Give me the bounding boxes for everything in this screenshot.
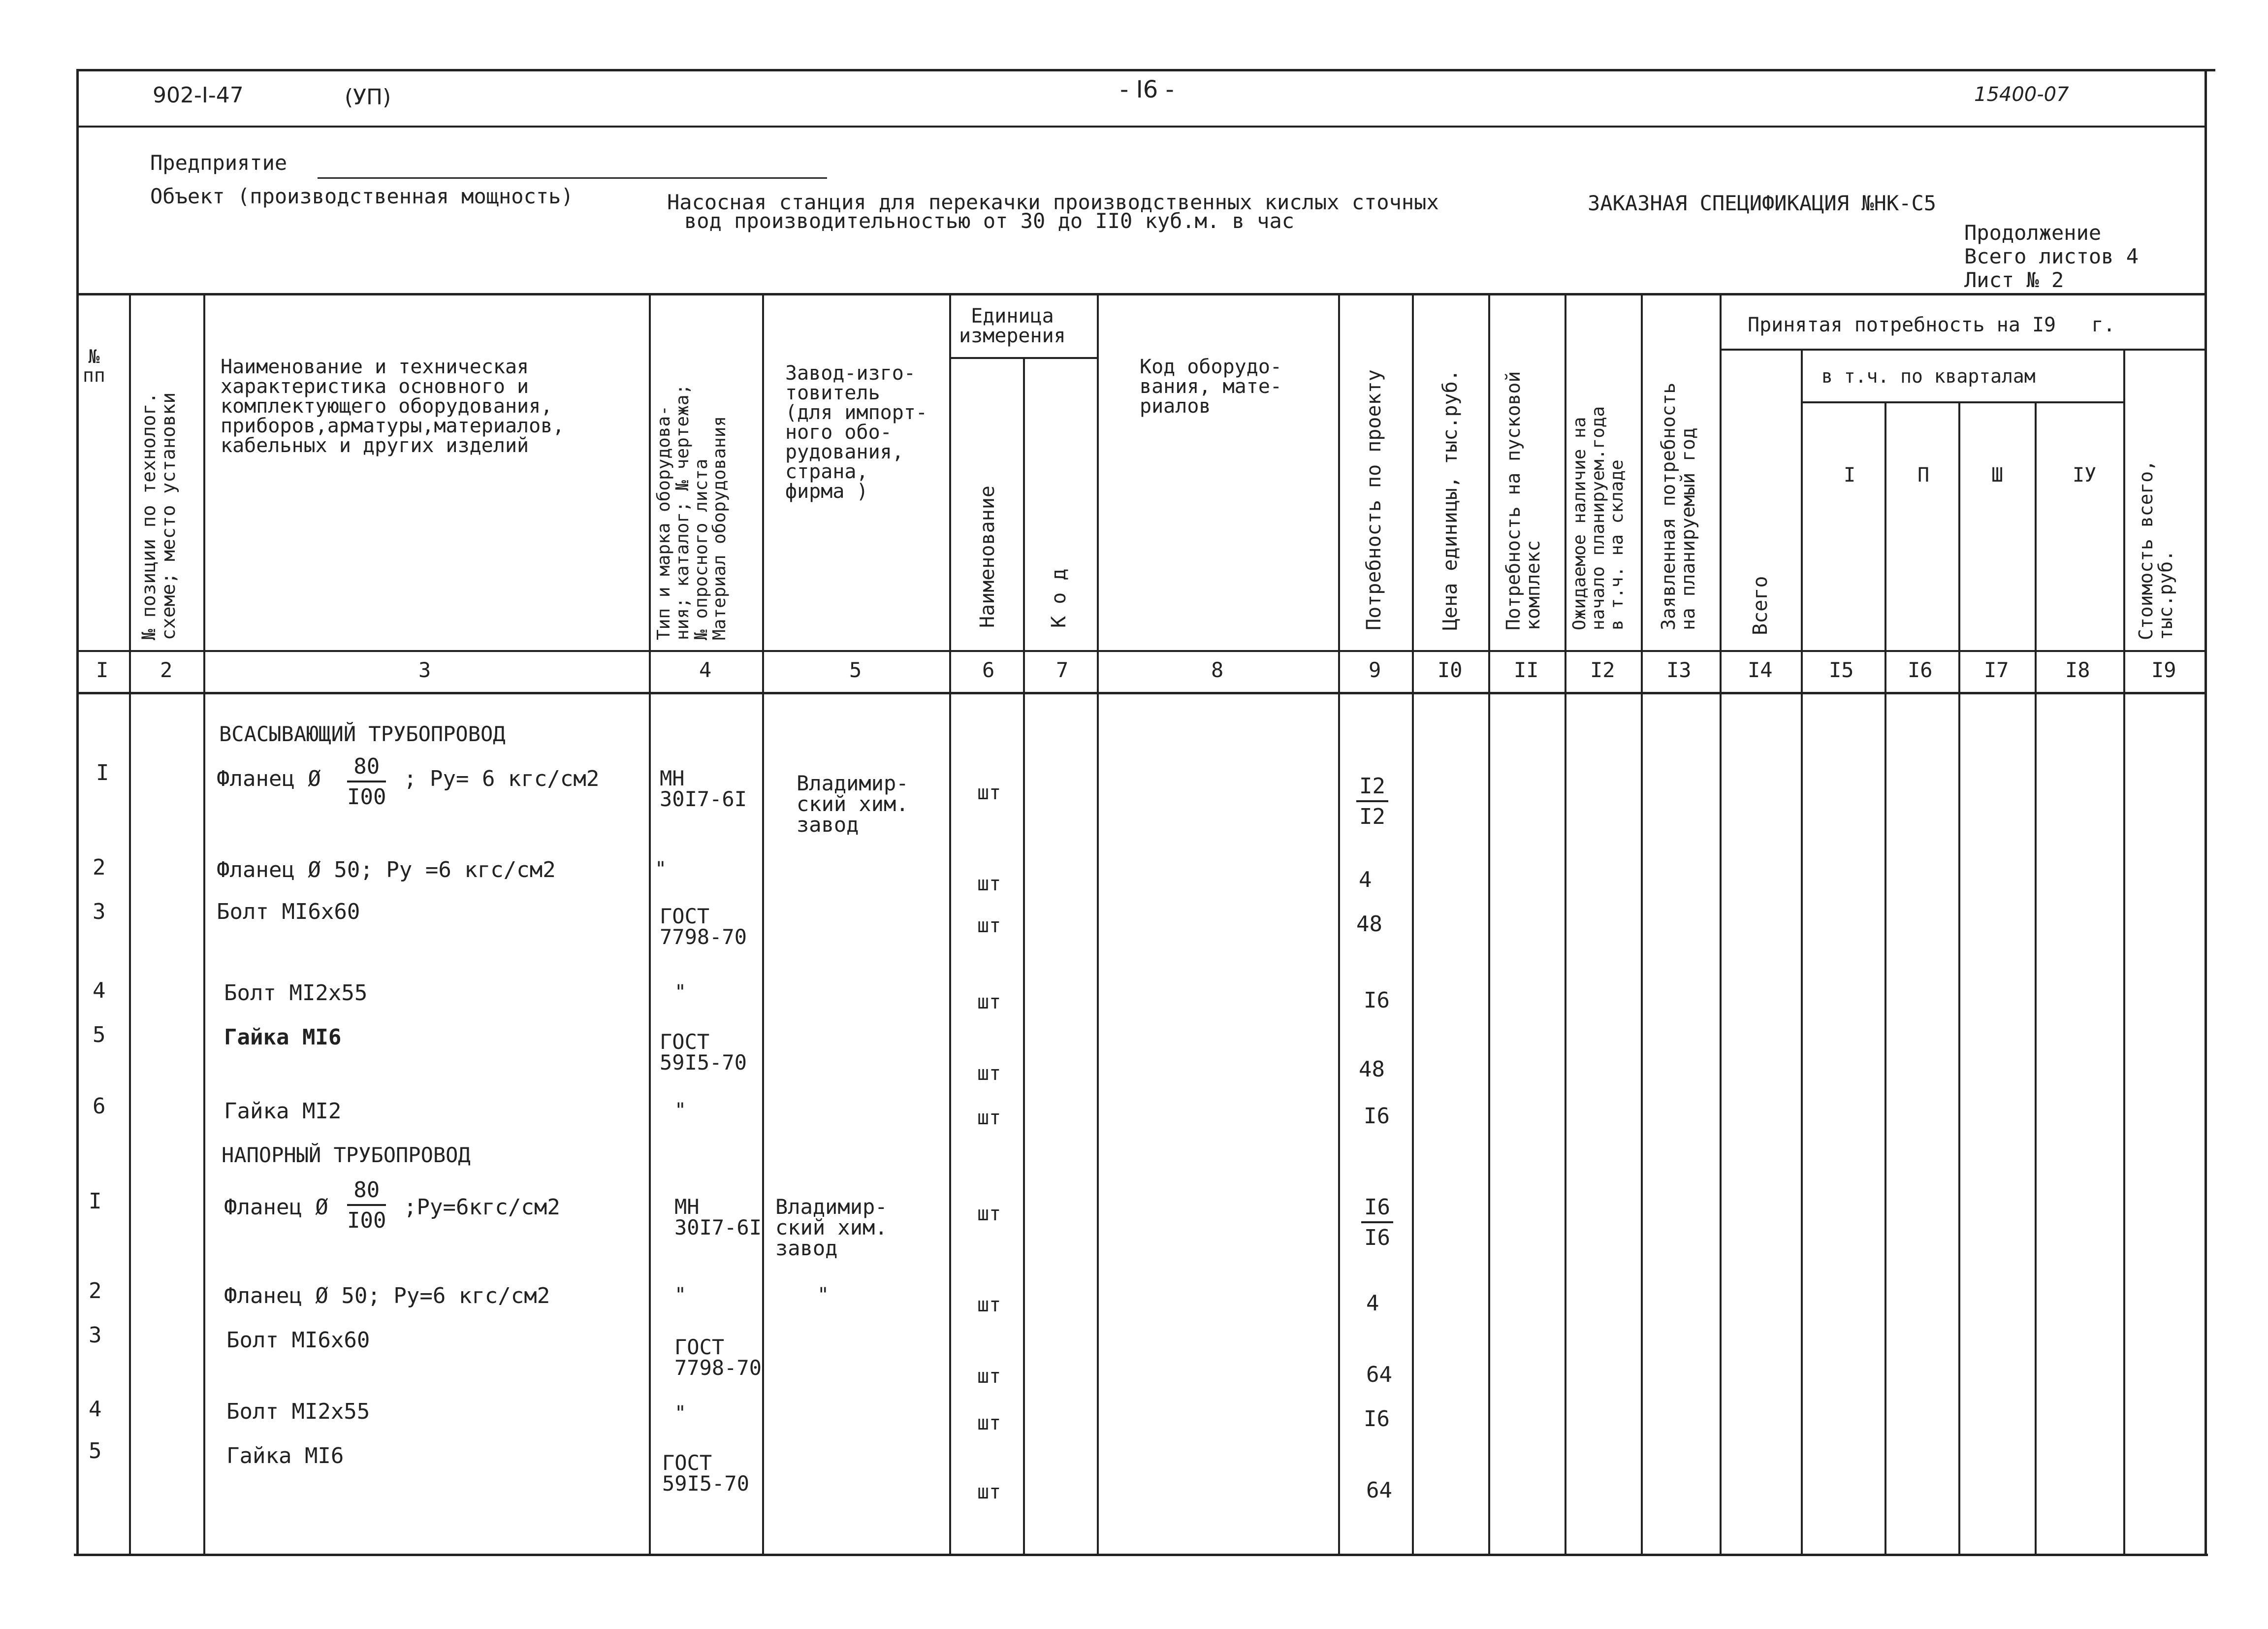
col-header-19: Стоимость всего, тыс.руб.: [2135, 459, 2176, 640]
column-number: 6: [982, 658, 995, 682]
need: I6: [1364, 1406, 1390, 1432]
quarter-2-header: П: [1917, 464, 1930, 487]
item-name: Гайка МI2: [224, 1099, 342, 1124]
item-name: Фланец Ø 50; Ру =6 кгс/см2: [217, 857, 556, 882]
unit: шт: [977, 991, 1001, 1013]
item-type: ": [655, 858, 667, 880]
column-number: I9: [2151, 658, 2176, 682]
need: 48: [1359, 1057, 1385, 1082]
col-header-7: К о д: [1048, 568, 1070, 628]
item-name: Фланец Ø: [224, 1195, 328, 1220]
row-number: 2: [93, 855, 106, 880]
item-type: ": [674, 1099, 687, 1122]
item-type: ": [674, 1402, 687, 1425]
row-number: I: [96, 760, 109, 785]
item-name: Фланец Ø 50; Ру=6 кгс/см2: [224, 1283, 550, 1308]
item-name: Болт МI6х60: [217, 899, 360, 924]
item-type: ГОСТ 59I5-70: [662, 1451, 750, 1496]
section-title-suction: ВСАСЫВАЮЩИЙ ТРУБОПРОВОД: [219, 722, 506, 746]
frame-bottom: [74, 1554, 2208, 1556]
object-text-line1: Насосная станция для перекачки производственных кислых сточных: [667, 190, 1439, 214]
item-maker: Владимир- ский хим. завод: [797, 771, 909, 837]
unit: шт: [977, 1203, 1001, 1225]
column-number: I0: [1437, 658, 1463, 682]
quarter-3-header: Ш: [1991, 464, 2004, 487]
row-number: 5: [93, 1022, 106, 1047]
item-type: МН 30I7-6I: [660, 766, 747, 811]
item-name: Гайка МI6: [224, 1025, 342, 1050]
item-name: Болт МI2х55: [226, 1399, 370, 1424]
unit: шт: [977, 1294, 1001, 1316]
column-number: I4: [1748, 658, 1773, 682]
item-type: ГОСТ 7798-70: [660, 904, 747, 949]
need: 4: [1359, 867, 1372, 892]
need: 48: [1356, 912, 1382, 937]
unit: шт: [977, 914, 1001, 937]
col-header-13: Заявленная потребность на планируемый год: [1658, 382, 1699, 630]
title-block-separator: [76, 293, 2207, 295]
quarters-group-header: в т.ч. по кварталам: [1821, 365, 2036, 387]
unit: шт: [977, 1481, 1001, 1503]
row-number: 5: [89, 1438, 102, 1464]
column-number: 7: [1056, 658, 1069, 682]
column-number: 9: [1369, 658, 1381, 682]
frame-left: [76, 69, 79, 1556]
item-type: ": [674, 981, 687, 1004]
total-sheets: Всего листов 4: [1964, 244, 2139, 268]
item-type: МН 30I7-6I: [674, 1195, 762, 1239]
object-label: Объект (производственная мощность): [150, 184, 574, 208]
need: 64: [1366, 1478, 1392, 1503]
column-number: I: [96, 658, 109, 682]
enterprise-label: Предприятие: [150, 151, 287, 175]
item-name: Гайка МI6: [226, 1443, 344, 1468]
col-header-14: Всего: [1749, 576, 1772, 635]
unit: шт: [977, 782, 1001, 804]
row-number: 3: [89, 1323, 102, 1348]
quarter-4-header: IУ: [2073, 464, 2097, 487]
unit: шт: [977, 1107, 1001, 1129]
item-name: Фланец Ø: [217, 766, 321, 791]
table-header-bottom: [76, 650, 2207, 652]
need: I6: [1364, 1104, 1390, 1129]
column-number: 3: [418, 658, 431, 682]
ref-number: 15400-07: [1974, 83, 2069, 106]
column-number: 4: [699, 658, 712, 682]
col-header-5: Завод-изго- товитель (для импорт- ного обо- рудования, страна, фирма ): [785, 362, 927, 503]
need: I6: [1364, 988, 1390, 1013]
unit: шт: [977, 873, 1001, 895]
col-header-11: Потребность на пусковой комплекс: [1502, 371, 1544, 630]
col-header-2: № позиции по технолог. схеме; место установки: [138, 392, 179, 640]
col-header-10: Цена единицы, тыс.руб.: [1439, 369, 1462, 630]
need-fraction: $\frac{I6}{I6}$: [1361, 1197, 1393, 1249]
col-header-12: Ожидаемое наличие на начало планируем.года в т.ч. на складе: [1569, 406, 1627, 630]
column-number: I5: [1829, 658, 1854, 682]
column-number: I6: [1908, 658, 1933, 682]
col-header-3: Наименование и техническая характеристика основного и комплектующего оборудования, приборов,арматуры,материалов, кабельных и других изделий: [221, 356, 565, 457]
unit: шт: [977, 1365, 1001, 1388]
row-number: I: [89, 1189, 102, 1214]
column-number: 8: [1211, 658, 1224, 682]
frame-top: [76, 69, 2215, 71]
row-number: 6: [93, 1094, 106, 1119]
diameter-fraction: $\frac{80}{I00}$: [347, 1177, 386, 1233]
row-number: 4: [89, 1397, 102, 1422]
doc-code: 902-I-47: [153, 83, 244, 108]
col-header-1: № пп: [83, 346, 105, 386]
frame-right: [2204, 69, 2207, 1556]
item-name-suffix: ;Ру=6кгс/см2: [404, 1195, 560, 1220]
column-number: 5: [849, 658, 862, 682]
col-header-4: Тип и марка оборудова- ния; каталог; № чертежа; № опросного листа Материал оборудования: [654, 384, 730, 640]
need-fraction: $\frac{I2}{I2}$: [1356, 776, 1388, 828]
spec-title: ЗАКАЗНАЯ СПЕЦИФИКАЦИЯ №НК-С5: [1588, 191, 1937, 215]
item-type: ": [674, 1284, 687, 1306]
column-number-bottom: [76, 692, 2207, 694]
row-number: 4: [93, 978, 106, 1003]
item-name: Болт МI6х60: [226, 1328, 370, 1353]
item-name-suffix: ; Ру= 6 кгс/см2: [404, 766, 600, 791]
need: 4: [1366, 1291, 1379, 1316]
continuation: Продолжение: [1964, 221, 2102, 245]
unit: шт: [977, 1062, 1001, 1085]
item-maker: ": [817, 1284, 830, 1306]
header-separator: [76, 126, 2207, 128]
sheet-number: Лист № 2: [1964, 268, 2064, 292]
quarter-1-header: I: [1844, 464, 1856, 487]
object-text-line2: вод производительностью от 30 до II0 куб.м. в час: [684, 209, 1295, 233]
item-type: ГОСТ 7798-70: [674, 1335, 762, 1380]
enterprise-underline: [318, 177, 827, 179]
col-header-6: Наименование: [976, 486, 999, 628]
item-name: Болт МI2х55: [224, 980, 368, 1006]
item-type: ГОСТ 59I5-70: [660, 1030, 747, 1075]
doc-part: (УП): [345, 85, 391, 110]
column-number: II: [1514, 658, 1539, 682]
column-number: I8: [2065, 658, 2090, 682]
unit: шт: [977, 1412, 1001, 1434]
accepted-group-header: Принятая потребность на I9 г.: [1748, 314, 2115, 336]
column-number: I2: [1590, 658, 1615, 682]
column-number: I7: [1984, 658, 2009, 682]
unit-group-header: Единица измерения: [959, 305, 1066, 347]
col-header-8: Код оборудо- вания, мате- риалов: [1140, 356, 1282, 418]
need: 64: [1366, 1362, 1392, 1387]
column-number: 2: [160, 658, 173, 682]
row-number: 2: [89, 1278, 102, 1303]
col-header-9: Потребность по проекту: [1363, 369, 1385, 630]
section-title-pressure: НАПОРНЫЙ ТРУБОПРОВОД: [222, 1143, 471, 1167]
page-number: - I6 -: [1120, 76, 1174, 103]
row-number: 3: [93, 899, 106, 924]
diameter-fraction: $\frac{80}{I00}$: [347, 754, 386, 810]
item-maker: Владимир- ский хим. завод: [775, 1195, 888, 1260]
column-number: I3: [1666, 658, 1692, 682]
